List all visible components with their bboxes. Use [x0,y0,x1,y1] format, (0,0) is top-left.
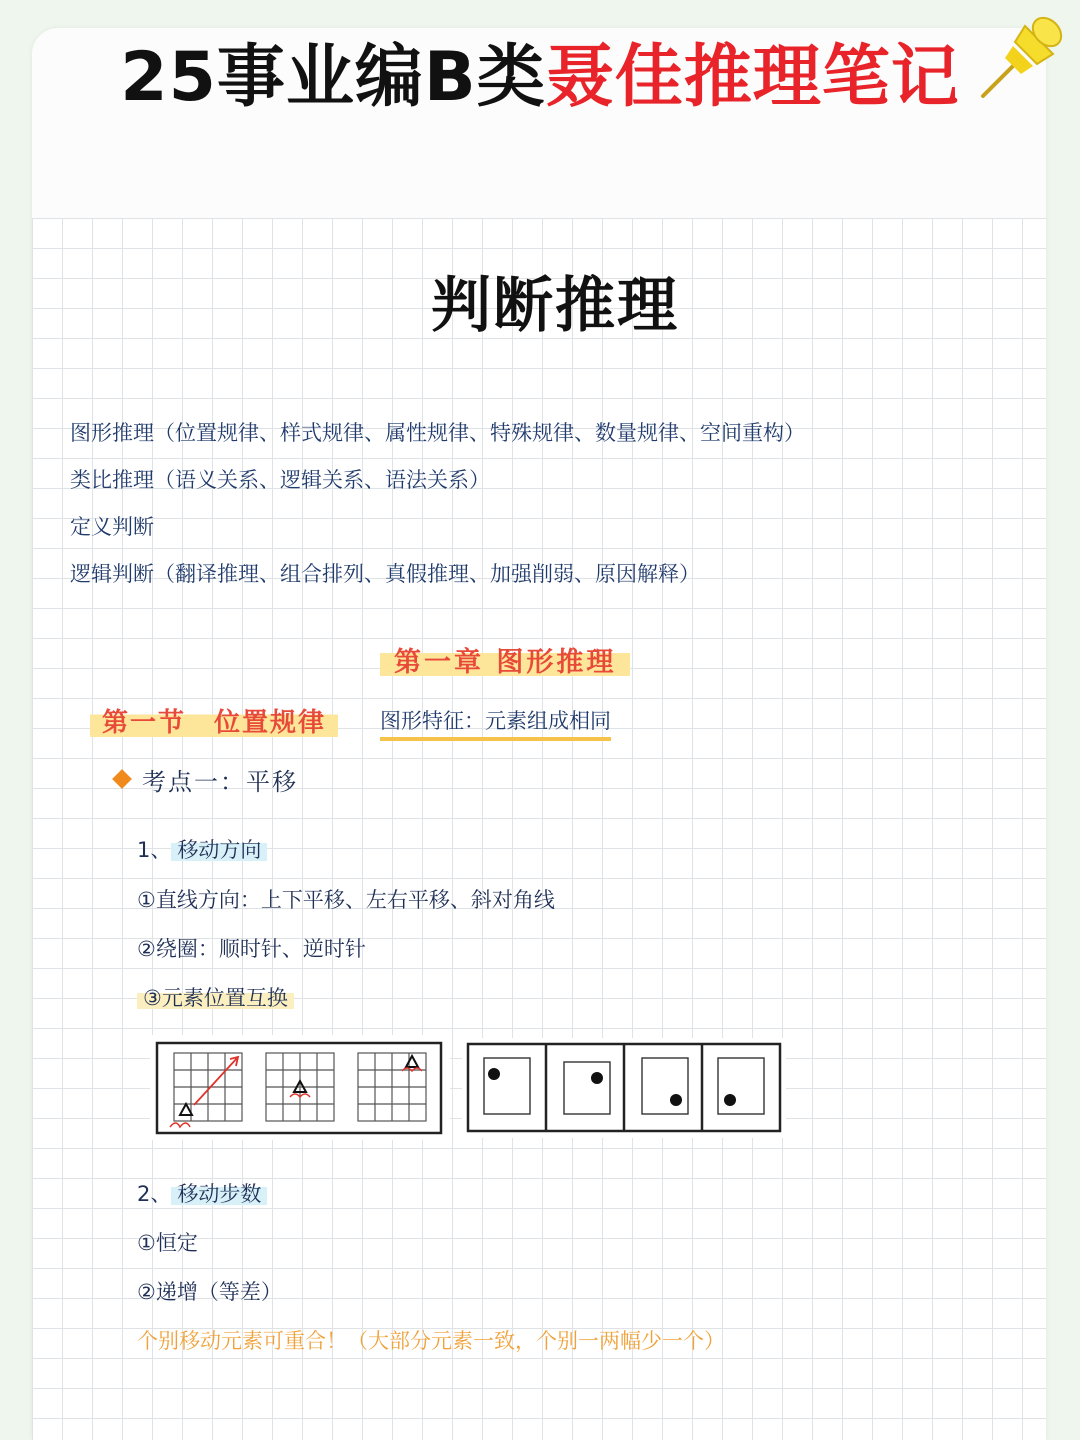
move-direction-item-3 [137,982,294,1012]
move-direction-item-3-text: ③元素位置互换 [137,986,294,1010]
move-direction-item-2: ②绕圈：顺时针、逆时针 [137,937,366,961]
move-direction-item-1: ①直线方向：上下平移、左右平移、斜对角线 [137,888,555,912]
move-steps-num: 2、 [137,1182,172,1206]
section-feature: 图形特征：元素组成相同 [380,705,611,741]
main-title: 判断推理 [431,271,679,341]
point-title: 考点一：平移 [142,768,298,796]
move-direction-num: 1、 [137,838,172,862]
move-steps-heading [137,1178,267,1208]
figure-translation-grids [150,1035,450,1140]
chapter-title: 第一章 图形推理 [380,638,630,681]
move-steps-item-1: ①恒定 [137,1231,198,1255]
banner-title-red: 聂佳推理笔记 [545,38,960,117]
note-text: 个别移动元素可重合！（大部分元素一致，个别一两幅少一个） [137,1329,725,1353]
toc-line-1: 图形推理（位置规律、样式规律、属性规律、特殊规律、数量规律、空间重构） [70,421,805,445]
banner-title-black: 25事业编B类 [120,38,546,117]
move-steps-item-2: ②递增（等差） [137,1280,282,1304]
toc-line-4: 逻辑判断（翻译推理、组合排列、真假推理、加强削弱、原因解释） [70,562,700,586]
section-title: 第一节 位置规律 [90,700,338,741]
move-direction-heading [137,834,267,864]
diamond-bullet-icon [112,769,132,789]
banner-title [0,38,1080,117]
pushpin-icon [975,4,1075,104]
move-direction-label: 移动方向 [171,838,267,862]
move-steps-label: 移动步数 [171,1182,267,1206]
toc-line-3: 定义判断 [70,515,154,539]
figure-dot-boxes [462,1038,786,1138]
toc-line-2: 类比推理（语义关系、逻辑关系、语法关系） [70,468,490,492]
